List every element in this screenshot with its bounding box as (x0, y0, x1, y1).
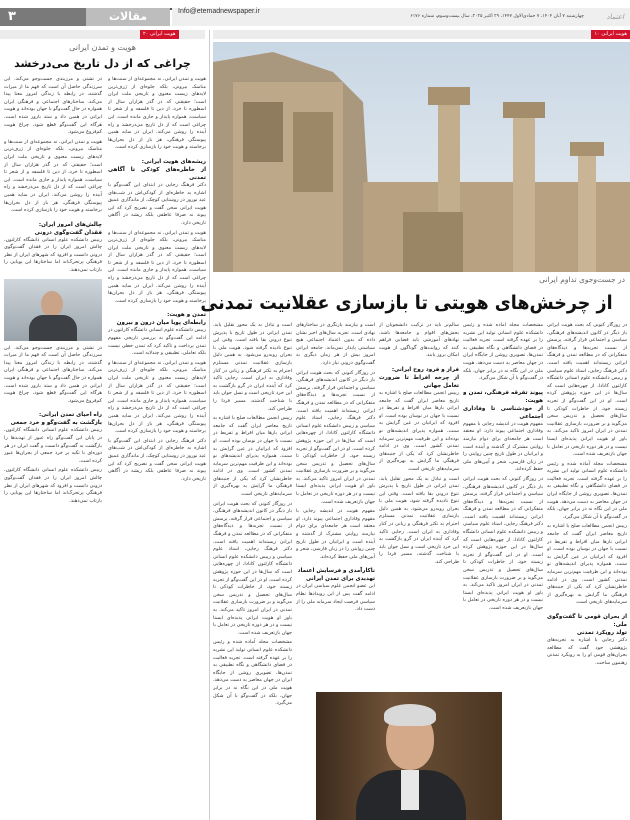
paragraph: سالم‌تر باید در ترکیب دانشجویان از بخش‌های اقوام و جامعه‌ها باشد. نهادهای آموزشی باید فضایی فراهم کنند که روایت‌های گوناگون از هویت امکان بروز یابند. (379, 322, 459, 359)
paragraph: مشخصات مجله آماده شده و رئیس دانشکده علوم انسانی تولید این نشریه را بر عهده گرفته است. تجربه فعالیت در فضای دانشگاهی و نگاه تطبیقی به تمدن‌ها، تصویری روشن از جایگاه ایران در جهان معاصر به دست می‌دهد. هویت ملی در این نگاه نه در برابر جهان، بلکه در گفت‌وگو با آن شکل می‌گیرد. (213, 639, 292, 707)
subhead: تمدن و هویت: رابطه‌ای پویا میان درون و بیرون (116, 312, 206, 327)
paragraph: در تشتی و مرزبندی جست‌وجو می‌کند. این سرزندگی حاصل آن است که فهم ما از میراث گذشته، در رابطه با زندگی امروز معنا پیدا می‌کند. ساختارهای اجتماعی و فرهنگی ایران همواره در حال گفت‌وگو با جهان بوده‌اند و هویت ایرانی در همین داد و ستد بارور شده است. هرگاه این گفت‌وگو قطع شود، چراغ هویت کم‌فروغ می‌شود. (4, 344, 102, 404)
paragraph: هویت و تمدن ایرانی، نه مجموعه‌ای از سنت‌ها و مناسک بیرونی، بلکه جلوه‌ای از ژرف‌ترین لایه‌های زیست معنوی و تاریخی ملت ایران است؛ حقیقتی که در گذر هزاران سال از اسطوره تا خرد، از دین تا فلسفه و از شعر تا سیاست، همواره پایدار و جاری مانده است. این چراغی است که از دل تاریخ می‌درخشد و راه آینده را روشن می‌کند. ایران در سایه همین پیوستگی فرهنگی، هر بار از دل بحران‌ها برخاسته و هویت خود را بازسازی کرده است. (108, 229, 206, 304)
paragraph: دکتر رجایی با اشاره به تجربه‌های پژوهشی خود گفت که مطالعه بحران‌های قومی او را به رویکرد تمدنی رهنمون ساخت. (547, 636, 627, 666)
paragraph: رییس دانشکده علوم انسانی دانشگاه کارلتون، چالش امروز ایران را در فقدان گفت‌وگوی درونی دانست و افزود که شهرهای ایران از نظر فرهنگی پرتحرک‌اند اما ساختارها این پویایی را بازتاب نمی‌دهند. (4, 467, 102, 504)
paragraph: این عضو انجمن علوم سیاسی ایران در ادامه گفت پس از این رویدادها نظام سیاسی فرصت ایجاد سرمایه ملی را از دست داد. (296, 583, 375, 613)
main-col-1 (547, 322, 627, 816)
paragraph: رییس انجمن مطالعات صلح با اشاره به تاریخ معاصر ایران گفت که جامعه ایرانی بارها میان افراط و تفریط در نسبت با جهان در نوسان بوده است. او افزود که ایرانیان در عین گرایش به سنت، همواره پذیرای اندیشه‌های نو بوده‌اند و این ظرفیت مهم‌ترین سرمایه تمدنی کشور است. وی در ادامه خاطرنشان کرد که یکی از جنبه‌های فرهنگی ما گرایش به بهره‌گیری از سرمایه‌های تاریخی است. (547, 523, 627, 606)
paragraph: در روزگار کنونی که بحث هویت ایرانی بار دیگر در کانون اندیشه‌های فرهنگی، سیاسی و اجتماعی قرار گرفته، پرسش از نسبت تجربه‌ها و دیدگاه‌های متفکرانی که در مطالعه تمدن و فرهنگ ایرانی زیسته‌اند اهمیت یافته است. دکتر فرهنگ رجایی، استاد علوم سیاسی و رییس دانشکده علوم انسانی دانشگاه کارلتون کانادا، از چهره‌هایی است که سال‌ها در این حوزه پژوهش کرده است. او در این گفت‌وگو از تجربه زیسته خود، از خاطرات کودکی تا سال‌های تحصیل و تدریس سخن می‌گوید و بر ضرورت بازسازی عقلانیت تمدنی در ایران امروز تاکید می‌کند. به باور او هویت ایرانی پدیده‌ای ایستا نیست و در هر دوره تاریخی در تعامل با جهان بازتعریف شده است. (463, 475, 543, 611)
column-divider (209, 30, 210, 820)
paragraph: دکتر فرهنگ رجایی در ابتدای این گفت‌وگو با اشاره به خاطره‌ای از کودکی‌اش در شب‌های عید نوروز در روستایی کوچک، از ماندگاری عمیق هویت ایرانی سخن گفت و تصریح کرد که این پیوند نه صرفا عاطفی بلکه ریشه در آگاهی تاریخی دارد. (108, 181, 206, 226)
paragraph: هویت و تمدن ایرانی، نه مجموعه‌ای از سنت‌ها و مناسک بیرونی، بلکه جلوه‌ای از ژرف‌ترین لایه‌های زیست معنوی و تاریخی ملت ایران است؛ حقیقتی که در گذر هزاران سال از اسطوره تا خرد، از دین تا فلسفه و از شعر تا سیاست، همواره پایدار و جاری مانده است. این چراغی است که از دل تاریخ می‌درخشد و راه آینده را روشن می‌کند. ایران در سایه همین پیوستگی فرهنگی، هر بار از دل بحران‌ها برخاسته و هویت خود را بازسازی کرده است. (108, 359, 206, 435)
paragraph: هویت و تمدن ایرانی، نه مجموعه‌ای از سنت‌ها و مناسک بیرونی، بلکه جلوه‌ای از ژرف‌ترین لایه‌های زیست معنوی و تاریخی ملت ایران است؛ حقیقتی که در گذر هزاران سال از اسطوره تا خرد، از دین تا فلسفه و از شعر تا سیاست، همواره پایدار و جاری مانده است. این چراغی است که از دل تاریخ می‌درخشد و راه آینده را روشن می‌کند. ایران در سایه همین پیوستگی فرهنگی، هر بار از دل بحران‌ها برخاسته و هویت خود را بازسازی کرده است. (4, 138, 102, 214)
page-number: ۳ (0, 8, 86, 26)
subhead: پیوند تفرقه فرهنگی، تمدن و هویت: از خودشناسی تا وفاداری اجتماعی (463, 389, 543, 420)
paragraph: است و نیازمند بازنگری در ساختارهای نهادی است. تجربه سال‌های اخیر نشان داده که بدون اعتماد اجتماعی هیچ سیاستی پایدار نمی‌ماند. جامعه ایرانی امروز بیش از هر زمان دیگری به گفت‌وگوی درونی نیاز دارد. (296, 322, 375, 366)
paragraph: در روزگار کنونی که بحث هویت ایرانی بار دیگر در کانون اندیشه‌های فرهنگی، سیاسی و اجتماعی قرار گرفته، پرسش از نسبت تجربه‌ها و دیدگاه‌های متفکرانی که در مطالعه تمدن و فرهنگ ایرانی زیسته‌اند اهمیت یافته است. دکتر فرهنگ رجایی، استاد علوم سیاسی و رییس دانشکده علوم انسانی دانشگاه کارلتون کانادا، از چهره‌هایی است که سال‌ها در این حوزه پژوهش کرده است. او در این گفت‌وگو از تجربه زیسته خود، از خاطرات کودکی تا سال‌های تحصیل و تدریس سخن می‌گوید و بر ضرورت بازسازی عقلانیت تمدنی در ایران امروز تاکید می‌کند. به باور او هویت ایرانی پدیده‌ای ایستا نیست و در هر دوره تاریخی در تعامل با جهان بازتعریف شده است. (296, 369, 375, 505)
left-article-col-a (108, 76, 206, 816)
paragraph: رییس دانشکده علوم انسانی دانشگاه کارلتون در ادامه این گفت‌وگو به بررسی تاریخی مفهوم تمدن پرداخت و تاکید کرد که تمدن خطی نیست بلکه تعاملی، تطبیقی و چندلایه است. (108, 327, 206, 357)
section-tag-left: هویت ایرانی ۲۰ (140, 30, 179, 39)
paragraph: مشخصات مجله آماده شده و رئیس دانشکده علوم انسانی تولید این نشریه را بر عهده گرفته است. تجربه فعالیت در فضای دانشگاهی و نگاه تطبیقی به تمدن‌ها، تصویری روشن از جایگاه ایران در جهان معاصر به دست می‌دهد. هویت ملی در این نگاه نه در برابر جهان، بلکه در گفت‌وگو با آن شکل می‌گیرد. (547, 460, 627, 520)
section-tag-right: هویت ایرانی ۱۰ (591, 30, 630, 39)
subhead: فراز و فرود روح ایرانی: از چرخه افراط تا ضرورت تعامل جهانی (379, 366, 459, 389)
paragraph: در روزگار کنونی که بحث هویت ایرانی بار دیگر در کانون اندیشه‌های فرهنگی، سیاسی و اجتماعی قرار گرفته، پرسش از نسبت تجربه‌ها و دیدگاه‌های متفکرانی که در مطالعه تمدن و فرهنگ ایرانی زیسته‌اند اهمیت یافته است. دکتر فرهنگ رجایی، استاد علوم سیاسی و رییس دانشکده علوم انسانی دانشگاه کارلتون کانادا، از چهره‌هایی است که سال‌ها در این حوزه پژوهش کرده است. او در این گفت‌وگو از تجربه زیسته خود، از خاطرات کودکی تا سال‌های تحصیل و تدریس سخن می‌گوید و بر ضرورت بازسازی عقلانیت تمدنی در ایران امروز تاکید می‌کند. به باور او هویت ایرانی پدیده‌ای ایستا نیست و در هر دوره تاریخی در تعامل با جهان بازتعریف شده است. (547, 322, 627, 458)
header-info-bar (172, 8, 630, 26)
paragraph: رییس دانشکده علوم انسانی دانشگاه کارلتون، چالش امروز ایران را در فقدان گفت‌وگوی درونی دانست و افزود که شهرهای ایران از نظر فرهنگی پرتحرک‌اند اما ساختارها این پویایی را بازتاب نمی‌دهند. (4, 236, 102, 274)
paragraph: در تشتی و مرزبندی جست‌وجو می‌کند. این سرزندگی حاصل آن است که فهم ما از میراث گذشته، در رابطه با زندگی امروز معنا پیدا می‌کند. ساختارهای اجتماعی و فرهنگی ایران همواره در حال گفت‌وگو با جهان بوده‌اند و هویت ایرانی در همین داد و ستد بارور شده است. هرگاه این گفت‌وگو قطع شود، چراغ هویت کم‌فروغ می‌شود. (4, 76, 102, 136)
paragraph: هویت و تمدن ایرانی، نه مجموعه‌ای از سنت‌ها و مناسک بیرونی، بلکه جلوه‌ای از ژرف‌ترین لایه‌های زیست معنوی و تاریخی ملت ایران است؛ حقیقتی که در گذر هزاران سال از اسطوره تا خرد، از دین تا فلسفه و از شعر تا سیاست، همواره پایدار و جاری مانده است. این چراغی است که از دل تاریخ می‌درخشد و راه آینده را روشن می‌کند. ایران در سایه همین پیوستگی فرهنگی، هر بار از دل بحران‌ها برخاسته و هویت خود را بازسازی کرده است. (108, 76, 206, 151)
paragraph: مفهوم هویت در اندیشه رجایی با مفهوم وفاداری اجتماعی پیوند دارد. او معتقد است هر جامعه‌ای برای دوام نیازمند روایتی مشترک از گذشته و آینده است و ایرانیان در طول تاریخ چنین روایتی را در زبان فارسی، شعر و آیین‌های ملی حفظ کرده‌اند. (296, 508, 375, 560)
date-line: چهارشنبه ۷ آبان ۱۴۰۴، ۷ جمادی‌الاول ۱۴۴۷، ۲۹ اکتبر ۲۰۲۵، سال بیست‌وسوم، شماره ۶۱۷۶ (410, 14, 584, 19)
paragraph: است و تبادل به یک محور تقلیل یابد. تمدن ایرانی در طول تاریخ با پذیرش تنوع درونی بقا یافته است. وقتی این تنوع نادیده گرفته شود، هویت ملی با بحران روبه‌رو می‌شود. به همین دلیل بازسازی عقلانیت تمدنی مستلزم احترام به تکثر فرهنگی و زبانی در کنار وفاداری به ایران است. رجایی تاکید کرد که آینده ایران در گرو بازگشت به این خرد تاریخی است و نسل جوان باید با شناخت گذشته، مسیر فردا را طراحی کند. (213, 322, 292, 412)
newspaper-logo: اعتماد (606, 13, 624, 21)
main-col-2 (463, 322, 543, 690)
tag-row-right (213, 30, 630, 39)
paragraph: است و تبادل به یک محور تقلیل یابد. تمدن ایرانی در طول تاریخ با پذیرش تنوع درونی بقا یافته است. وقتی این تنوع نادیده گرفته شود، هویت ملی با بحران روبه‌رو می‌شود. به همین دلیل بازسازی عقلانیت تمدنی مستلزم احترام به تکثر فرهنگی و زبانی در کنار وفاداری به ایران است. رجایی تاکید کرد که آینده ایران در گرو بازگشت به این خرد تاریخی است و نسل جوان باید با شناخت گذشته، مسیر فردا را طراحی کند. (379, 475, 459, 566)
paragraph: دکتر فرهنگ رجایی در ابتدای این گفت‌وگو با اشاره به خاطره‌ای از کودکی‌اش در شب‌های عید نوروز در روستایی کوچک، از ماندگاری عمیق هویت ایرانی سخن گفت و تصریح کرد که این پیوند نه صرفا عاطفی بلکه ریشه در آگاهی تاریخی دارد. (108, 437, 206, 482)
paragraph: رییس انجمن مطالعات صلح با اشاره به تاریخ معاصر ایران گفت که جامعه ایرانی بارها میان افراط و تفریط در نسبت با جهان در نوسان بوده است. او افزود که ایرانیان در عین گرایش به سنت، همواره پذیرای اندیشه‌های نو بوده‌اند و این ظرفیت مهم‌ترین سرمایه تمدنی کشور است. وی در ادامه خاطرنشان کرد که یکی از جنبه‌های فرهنگی ما گرایش به بهره‌گیری از سرمایه‌های تاریخی است. (213, 415, 292, 498)
portrait-photo-small (4, 279, 102, 341)
paragraph: رییس دانشکده علوم انسانی دانشگاه کارلتون، در پایان این گفت‌وگو راه عبور از تهدیدها را بازگشت به گفت‌وگو دانست و گفت ایران در هر دوره‌ای با تکیه بر خرد جمعی از بحران‌ها عبور کرده است. (4, 427, 102, 464)
left-article-col-b (4, 76, 102, 816)
email-link[interactable]: Info@etemadnewspaper.ir (178, 8, 260, 15)
paragraph: در روزگار کنونی که بحث هویت ایرانی بار دیگر در کانون اندیشه‌های فرهنگی، سیاسی و اجتماعی قرار گرفته، پرسش از نسبت تجربه‌ها و دیدگاه‌های متفکرانی که در مطالعه تمدن و فرهنگ ایرانی زیسته‌اند اهمیت یافته است. دکتر فرهنگ رجایی، استاد علوم سیاسی و رییس دانشکده علوم انسانی دانشگاه کارلتون کانادا، از چهره‌هایی است که سال‌ها در این حوزه پژوهش کرده است. او در این گفت‌وگو از تجربه زیسته خود، از خاطرات کودکی تا سال‌های تحصیل و تدریس سخن می‌گوید و بر ضرورت بازسازی عقلانیت تمدنی در ایران امروز تاکید می‌کند. به باور او هویت ایرانی پدیده‌ای ایستا نیست و در هر دوره تاریخی در تعامل با جهان بازتعریف شده است. (213, 500, 292, 636)
main-col-4 (296, 322, 375, 690)
persepolis-photo (213, 42, 630, 272)
subhead: از بحران قومی تا گفت‌وگوی ملی: تولد رویکرد تمدنی (547, 613, 627, 636)
subhead: راه احیای تمدن ایرانی: بازگشت به گفت‌وگو و خرد جمعی (10, 412, 102, 427)
main-kicker: در جست‌وجوی تداوم ایرانی (539, 275, 625, 284)
paragraph: مشخصات مجله آماده شده و رئیس دانشکده علوم انسانی تولید این نشریه را بر عهده گرفته است. تجربه فعالیت در فضای دانشگاهی و نگاه تطبیقی به تمدن‌ها، تصویری روشن از جایگاه ایران در جهان معاصر به دست می‌دهد. هویت ملی در این نگاه نه در برابر جهان، بلکه در گفت‌وگو با آن شکل می‌گیرد. (463, 322, 543, 382)
main-col-5 (213, 322, 292, 816)
main-headline: از چرخش‌های هویتی تا بازسازی عقلانیت تمدنی (200, 292, 613, 314)
section-title: مقالات (86, 8, 170, 26)
left-kicker: هویت و تمدن ایرانی (69, 43, 136, 52)
main-col-3 (379, 322, 459, 690)
subhead: ناکارآمدی و فرسایش اعتماد تهدیدی برای تمدن ایرانی (297, 568, 375, 583)
paragraph: رییس انجمن مطالعات صلح با اشاره به تاریخ معاصر ایران گفت که جامعه ایرانی بارها میان افراط و تفریط در نسبت با جهان در نوسان بوده است. او افزود که ایرانیان در عین گرایش به سنت، همواره پذیرای اندیشه‌های نو بوده‌اند و این ظرفیت مهم‌ترین سرمایه تمدنی کشور است. وی در ادامه خاطرنشان کرد که یکی از جنبه‌های فرهنگی ما گرایش به بهره‌گیری از سرمایه‌های تاریخی است. (379, 389, 459, 472)
paragraph: مفهوم هویت در اندیشه رجایی با مفهوم وفاداری اجتماعی پیوند دارد. او معتقد است هر جامعه‌ای برای دوام نیازمند روایتی مشترک از گذشته و آینده است و ایرانیان در طول تاریخ چنین روایتی را در زبان فارسی، شعر و آیین‌های ملی حفظ کرده‌اند. (463, 420, 543, 473)
interviewee-photo (316, 692, 502, 820)
left-headline: چراغی که از دل تاریخ می‌درخشد (14, 57, 191, 70)
subhead: چالش‌های امروز ایران: فقدان گفت‌وگوی درونی (34, 221, 102, 236)
subhead: ریشه‌های هویت ایرانی: از خاطره‌های کودکی تا آگاهی تمدنی (108, 158, 206, 181)
